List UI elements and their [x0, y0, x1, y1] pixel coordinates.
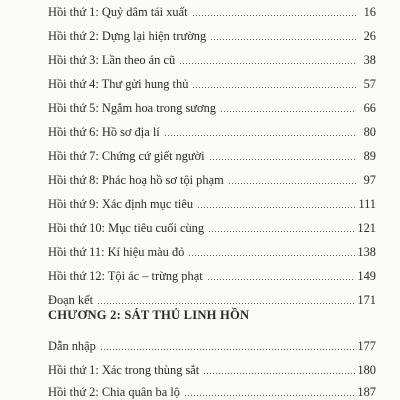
dot-leader	[197, 207, 356, 208]
dot-leader	[179, 63, 356, 64]
toc-entry-page: 26	[363, 29, 376, 43]
dot-leader	[203, 373, 355, 374]
dot-leader	[208, 231, 355, 232]
toc-entry-page: 177	[357, 339, 376, 353]
toc-entry-title: Hồi thứ 1: Quỷ dâm tái xuất	[48, 5, 188, 19]
toc-entry-title: Hồi thứ 5: Ngắm hoa trong sương	[48, 101, 216, 115]
toc-entry-page: 180	[357, 363, 376, 377]
toc-entry-title: Hồi thứ 4: Thư gửi hung thủ	[48, 77, 189, 91]
dot-leader	[220, 111, 356, 112]
toc-entry-page: 111	[358, 197, 376, 211]
dot-leader	[228, 183, 356, 184]
toc-entry	[48, 216, 376, 236]
toc-entry-title: Hồi thứ 6: Hồ sơ địa lí	[48, 125, 160, 139]
toc-entry-title: Hồi thứ 8: Phác hoạ hồ sơ tội phạm	[48, 173, 224, 187]
dot-leader	[192, 15, 356, 16]
toc-entry-title: Hồi thứ 2: Chia quân ba lộ	[48, 385, 180, 399]
dot-leader	[210, 39, 356, 40]
dot-leader	[184, 395, 355, 396]
toc-entry-page: 97	[363, 173, 376, 187]
toc-entry	[48, 288, 376, 308]
toc-entry-title: Hồi thứ 7: Chứng cứ giết người	[48, 149, 205, 163]
toc-entry-page: 89	[363, 149, 376, 163]
toc-entry	[48, 144, 376, 164]
toc-entry-page: 16	[363, 5, 376, 19]
toc-entry-title: Hồi thứ 11: Kí hiệu màu đỏ	[48, 245, 185, 259]
toc-entry	[48, 0, 376, 20]
toc-entry-title: Hồi thứ 9: Xác định mục tiêu	[48, 197, 194, 211]
toc-entry-title: Hồi thứ 12: Tội ác – trừng phạt	[48, 269, 203, 283]
toc-entry	[48, 24, 376, 44]
toc-entry-title: Hồi thứ 1: Xác trong thùng sắt	[48, 363, 200, 377]
dot-leader	[192, 87, 356, 88]
toc-entry-page: 171	[357, 293, 376, 307]
toc-entry	[48, 168, 376, 188]
toc-entry-title: Hồi thứ 3: Lần theo án cũ	[48, 53, 176, 67]
toc-entry-title: Hồi thứ 2: Dựng lại hiện trường	[48, 29, 207, 43]
dot-leader	[100, 349, 356, 350]
toc-entry-page: 138	[357, 245, 376, 259]
dot-leader	[207, 279, 356, 280]
toc-entry	[48, 240, 376, 260]
toc-entry	[48, 96, 376, 116]
toc-entry-page: 80	[363, 125, 376, 139]
toc-entry-page: 57	[363, 77, 376, 91]
toc-entry	[48, 264, 376, 284]
dot-leader	[209, 159, 356, 160]
toc-entry-title: Dẫn nhập	[48, 339, 96, 353]
toc-entry-page: 38	[363, 53, 376, 67]
toc-entry-title: Hồi thứ 10: Mục tiêu cuối cùng	[48, 221, 205, 235]
toc-entry	[48, 380, 376, 400]
toc-entry	[48, 48, 376, 68]
toc-entry	[48, 120, 376, 140]
chapter-heading: CHƯƠNG 2: SÁT THỦ LINH HỒN	[48, 308, 250, 322]
toc-entry-page: 187	[357, 385, 376, 399]
toc-entry-page: 149	[357, 269, 376, 283]
dot-leader	[188, 255, 355, 256]
dot-leader	[97, 303, 355, 304]
toc-entry	[48, 334, 376, 354]
toc-entry-page: 121	[357, 221, 376, 235]
toc-entry	[48, 192, 376, 212]
dot-leader	[164, 135, 356, 136]
toc-entry-title: Đoạn kết	[48, 293, 94, 307]
toc-entry	[48, 358, 376, 378]
toc-entry	[48, 72, 376, 92]
toc-entry-page: 66	[363, 101, 376, 115]
